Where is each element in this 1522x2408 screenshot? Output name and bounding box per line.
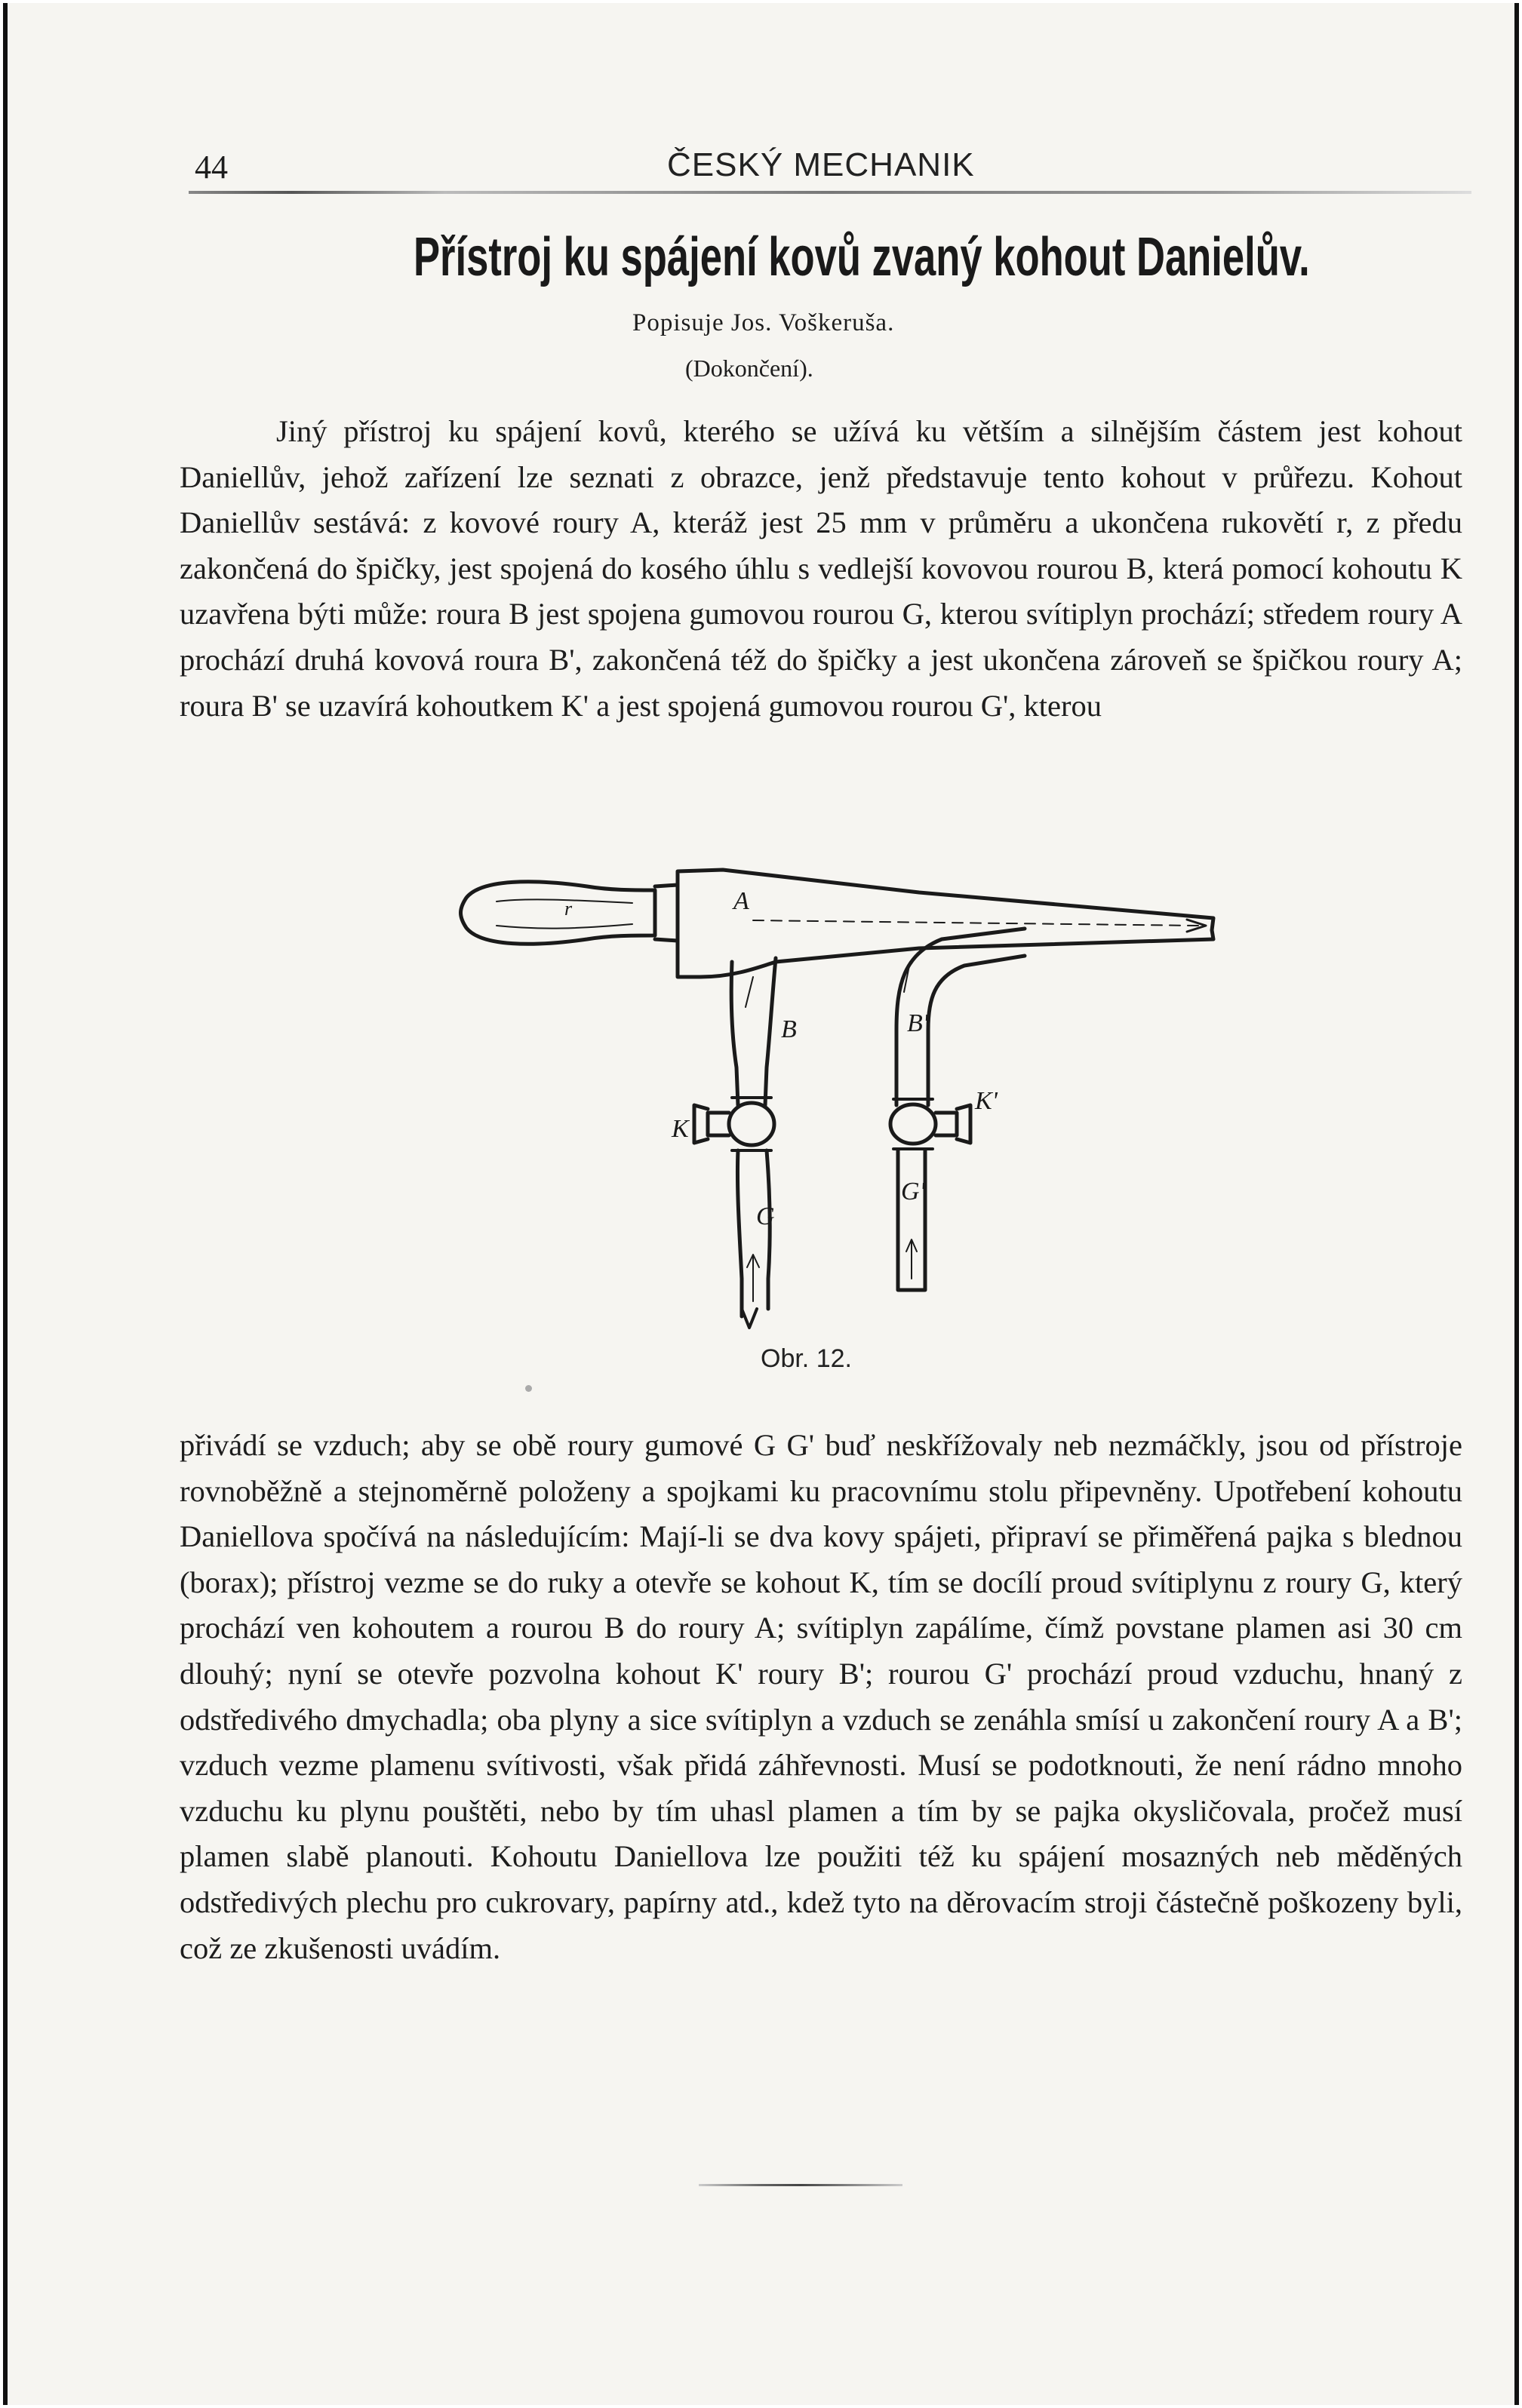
page-number: 44	[195, 149, 228, 186]
label-r: r	[564, 898, 573, 920]
article-byline: Popisuje Jos. Voškeruša.	[632, 309, 895, 336]
paragraph-2: přivádí se vzduch; aby se obě roury gumové G G' buď neskřížovaly neb nezmáčkly, jsou od přístroje rovnoběžně a stejnoměrně položeny a spojkami ku pracovnímu stolu připevněny. Upotřebení kohoutu Daniellova spočívá na následujícím: Mají-li se dva kovy spájeti, připraví se přiměřená pajka s blednou (borax); přístroj vezme se do ruky a otevře se kohout K, tím se docílí proud svítiplynu z roury G, který prochází ven kohoutem a rourou B do roury A; svítiplyn zapálíme, čímž povstane plamen asi 30 cm dlouhý; nyní se otevře pozvolna kohout K' roury B'; rourou G' prochází proud vzduchu, hnaný z odstředivého dmychadla; oba plyny a sice svítiplyn a vzduch se zenáhla smísí u zakončení roury A a B'; vzduch vezme plamenu svítivosti, však přidá záhřevnosti. Musí se podotknouti, že není rádno mnoho vzduchu ku plynu pouštěti, nebo by tím uhasl plamen a tím by se pajka okysličovala, pročež musí plamen slabě planouti. Kohoutu Daniellova lze použiti též ku spájení mosazných neb měděných odstředivých plechu pro cukrovary, papírny atd., kdež tyto na děrovacím stroji částečně poškozeny byli, což ze zkušenosti uvádím.	[180, 1428, 1462, 1965]
tap-k-prime	[890, 1099, 970, 1149]
continuation-note: (Dokončení).	[685, 355, 813, 382]
figure-caption: Obr. 12.	[761, 1344, 852, 1373]
label-k-prime: K'	[975, 1087, 998, 1115]
end-rule	[699, 2184, 902, 2186]
running-title: ČESKÝ MECHANIK	[667, 146, 975, 183]
label-b: B	[781, 1015, 797, 1043]
print-speck	[525, 1385, 532, 1392]
ferrule	[655, 885, 678, 941]
article-title: Přístroj ku spájení kovů zvaný kohout Danielův.	[414, 227, 1310, 287]
handle-r	[461, 882, 656, 944]
label-b-prime: B'	[907, 1009, 929, 1037]
tube-b	[731, 962, 738, 1105]
header-rule	[189, 191, 1471, 194]
tap-k	[694, 1098, 774, 1150]
label-g: G	[756, 1202, 775, 1230]
tube-g	[737, 1150, 742, 1316]
paragraph-1: Jiný přístroj ku spájení kovů, kterého se užívá ku větším a silnějším částem jest kohout Daniellův, jehož zařízení lze seznati z obrazce, jenž představuje tento kohout v průřezu. Kohout Daniellův sestává: z kovové roury A, kteráž jest 25 mm v průměru a ukončena rukovětí r, z předu zakončená do špičky, jest spojená do kosého úhlu s vedlejší kovovou rourou B, která pomocí kohoutu K uzavřena býti může: roura B jest spojena gumovou rourou G, kterou svítiplyn prochází; středem roury A prochází druhá kovová roura B', zakončená též do špičky a jest ukončena zároveň se špičkou roury A; roura B' se uzavírá kohoutkem K' a jest spojená gumovou rourou G', kterou	[180, 414, 1462, 723]
label-k: K	[672, 1115, 689, 1143]
tube-a	[678, 870, 1213, 977]
label-a: A	[733, 887, 749, 915]
figure-daniell-tap	[451, 856, 1244, 1339]
label-g-prime: G'	[901, 1178, 925, 1206]
